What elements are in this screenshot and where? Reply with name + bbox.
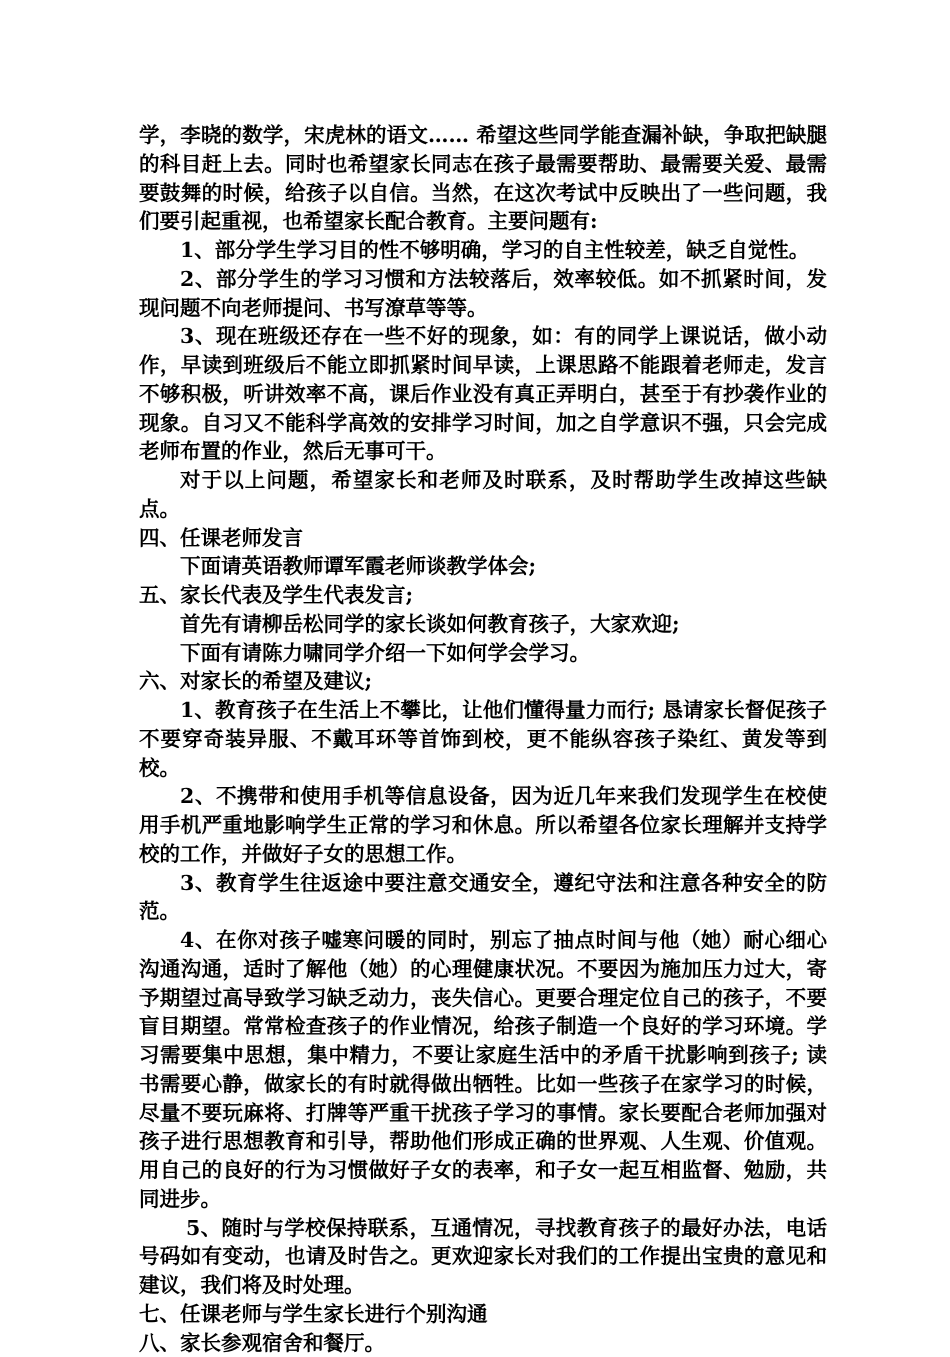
issue-item-3: 3、现在班级还存在一些不好的现象，如：有的同学上课说话，做小动作，早读到班级后不能立即抓紧时间早读，上课思路不能跟着老师走，发言不够积极，听讲效率不高，课后作业没有真正弄明白，甚至于有抄袭作业的现象。自习又不能科学高效的安排学习时间，加之自学意识不强，只会完成老师布置的作业，然后无事可干。: [139, 322, 827, 466]
section-5-line-1: 首先有请柳岳松同学的家长谈如何教育孩子，大家欢迎;: [139, 610, 827, 639]
hope-item-1: 1、教育孩子在生活上不攀比，让他们懂得量力而行; 恳请家长督促孩子不要穿奇装异服、不戴耳环等首饰到校，更不能纵容孩子染红、黄发等到校。: [139, 696, 827, 782]
intro-paragraph: 学，李晓的数学，宋虎林的语文…… 希望这些同学能查漏补缺，争取把缺腿的科目赶上去。同时也希望家长同志在孩子最需要帮助、最需要关爱、最需要鼓舞的时候，给孩子以自信。当然，在这次考试中反映出了一些问题，我们要引起重视，也希望家长配合教育。主要问题有:: [139, 121, 827, 236]
issue-item-1: 1、部分学生学习目的性不够明确，学习的自主性较差，缺乏自觉性。: [139, 236, 827, 265]
section-4-line: 下面请英语教师谭军霞老师谈教学体会;: [139, 552, 827, 581]
document-body: [139, 121, 827, 1357]
section-heading-4: 四、任课老师发言: [139, 524, 827, 553]
issue-summary: 对于以上问题，希望家长和老师及时联系，及时帮助学生改掉这些缺点。: [139, 466, 827, 524]
hope-item-4: 4、在你对孩子嘘寒问暖的同时，别忘了抽点时间与他（她）耐心细心沟通沟通，适时了解他（她）的心理健康状况。不要因为施加压力过大，寄予期望过高导致学习缺乏动力，丧失信心。更要合理定位自己的孩子，不要盲目期望。常常检查孩子的作业情况，给孩子制造一个良好的学习环境。学习需要集中思想，集中精力，不要让家庭生活中的矛盾干扰影响到孩子; 读书需要心静，做家长的有时就得做出牺牲。比如一些孩子在家学习的时候，尽量不要玩麻将、打牌等严重干扰孩子学习的事情。家长要配合老师加强对孩子进行思想教育和引导，帮助他们形成正确的世界观、人生观、价值观。用自己的良好的行为习惯做好子女的表率，和子女一起互相监督、勉励，共同进步。: [139, 926, 827, 1214]
section-5-line-2: 下面有请陈力啸同学介绍一下如何学会学习。: [139, 639, 827, 668]
section-heading-8: 八、家长参观宿舍和餐厅。: [139, 1329, 827, 1357]
hope-item-5: 5、随时与学校保持联系，互通情况，寻找教育孩子的最好办法，电话号码如有变动，也请及时告之。更欢迎家长对我们的工作提出宝贵的意见和建议，我们将及时处理。: [139, 1214, 827, 1300]
section-heading-5: 五、家长代表及学生代表发言;: [139, 581, 827, 610]
section-heading-6: 六、对家长的希望及建议;: [139, 667, 827, 696]
issue-item-2: 2、部分学生的学习习惯和方法较落后，效率较低。如不抓紧时间，发现问题不向老师提问、书写潦草等等。: [139, 265, 827, 323]
hope-item-2: 2、不携带和使用手机等信息设备，因为近几年来我们发现学生在校使用手机严重地影响学生正常的学习和休息。所以希望各位家长理解并支持学校的工作，并做好子女的思想工作。: [139, 782, 827, 868]
hope-item-3: 3、教育学生往返途中要注意交通安全，遵纪守法和注意各种安全的防范。: [139, 869, 827, 927]
section-heading-7: 七、任课老师与学生家长进行个别沟通: [139, 1300, 827, 1329]
